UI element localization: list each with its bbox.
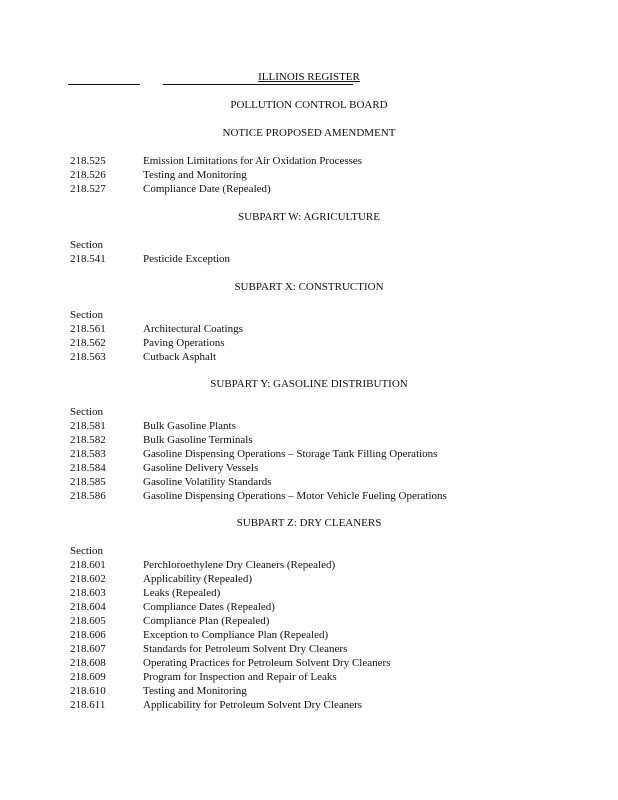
section-number: 218.561 <box>70 323 106 335</box>
section-title: Applicability for Petroleum Solvent Dry Cleaners <box>143 699 363 711</box>
list-item <box>70 252 590 266</box>
section-title: Gasoline Dispensing Operations – Motor Vehicle Fueling Operations <box>143 490 447 502</box>
section-number: 218.586 <box>70 490 106 502</box>
subpart-x-heading: SUBPART X: CONSTRUCTION <box>234 281 384 293</box>
section-title: Program for Inspection and Repair of Leaks <box>143 671 337 683</box>
list-item <box>70 489 590 503</box>
section-title: Gasoline Dispensing Operations – Storage Tank Filling Operations <box>143 448 438 460</box>
section-label-text: Section <box>70 406 103 418</box>
list-item <box>70 586 590 600</box>
top-section-list <box>70 154 590 196</box>
section-number: 218.608 <box>70 657 106 669</box>
board-title: POLLUTION CONTROL BOARD <box>230 99 388 111</box>
section-number: 218.527 <box>70 183 106 195</box>
section-number: 218.601 <box>70 559 106 571</box>
list-item <box>70 447 590 461</box>
list-item <box>70 670 590 684</box>
list-item <box>70 322 590 336</box>
section-label <box>70 308 590 322</box>
section-label-text: Section <box>70 545 103 557</box>
list-item <box>70 336 590 350</box>
section-title: Compliance Date (Repealed) <box>143 183 271 195</box>
list-item <box>70 614 590 628</box>
list-item <box>70 642 590 656</box>
section-title: Architectural Coatings <box>143 323 243 335</box>
section-number: 218.525 <box>70 155 106 167</box>
section-title: Perchloroethylene Dry Cleaners (Repealed) <box>143 559 336 571</box>
subpart-x-list <box>70 308 590 364</box>
section-title: Exception to Compliance Plan (Repealed) <box>143 629 329 641</box>
section-label-text: Section <box>70 309 103 321</box>
list-item <box>70 419 590 433</box>
subpart-w-list <box>70 238 590 266</box>
section-title: Compliance Dates (Repealed) <box>143 601 275 613</box>
section-number: 218.603 <box>70 587 106 599</box>
section-title: Paving Operations <box>143 337 225 349</box>
section-number: 218.609 <box>70 671 106 683</box>
section-number: 218.607 <box>70 643 106 655</box>
subpart-y-list <box>70 405 590 503</box>
section-number: 218.585 <box>70 476 106 488</box>
section-label <box>70 544 590 558</box>
list-item <box>70 558 590 572</box>
section-number: 218.563 <box>70 351 106 363</box>
register-title: ILLINOIS REGISTER <box>258 71 360 83</box>
section-title: Standards for Petroleum Solvent Dry Cleaners <box>143 643 348 655</box>
section-number: 218.526 <box>70 169 106 181</box>
section-number: 218.605 <box>70 615 106 627</box>
section-number: 218.602 <box>70 573 106 585</box>
section-title: Compliance Plan (Repealed) <box>143 615 270 627</box>
section-title: Pesticide Exception <box>143 253 231 265</box>
section-label <box>70 405 590 419</box>
section-title: Bulk Gasoline Plants <box>143 420 236 432</box>
header-rule-right <box>163 84 353 85</box>
list-item <box>70 600 590 614</box>
section-title: Leaks (Repealed) <box>143 587 221 599</box>
subpart-z-list <box>70 544 590 712</box>
section-number: 218.581 <box>70 420 106 432</box>
list-item <box>70 350 590 364</box>
section-number: 218.562 <box>70 337 106 349</box>
section-title: Bulk Gasoline Terminals <box>143 434 253 446</box>
section-title: Operating Practices for Petroleum Solvent Dry Cleaners <box>143 657 391 669</box>
list-item <box>70 433 590 447</box>
section-label-text: Section <box>70 239 103 251</box>
list-item <box>70 182 590 196</box>
section-number: 218.541 <box>70 253 106 265</box>
section-number: 218.610 <box>70 685 106 697</box>
section-title: Emission Limitations for Air Oxidation Processes <box>143 155 363 167</box>
section-number: 218.611 <box>70 699 106 711</box>
list-item <box>70 628 590 642</box>
list-item <box>70 475 590 489</box>
list-item <box>70 572 590 586</box>
section-number: 218.583 <box>70 448 106 460</box>
header-rule-left <box>68 84 140 85</box>
list-item <box>70 154 590 168</box>
section-number: 218.604 <box>70 601 106 613</box>
section-number: 218.606 <box>70 629 106 641</box>
list-item <box>70 656 590 670</box>
list-item <box>70 698 590 712</box>
list-item <box>70 461 590 475</box>
list-item <box>70 168 590 182</box>
list-item <box>70 684 590 698</box>
subpart-y-heading: SUBPART Y: GASOLINE DISTRIBUTION <box>210 378 408 390</box>
section-number: 218.582 <box>70 434 106 446</box>
section-title: Gasoline Volatility Standards <box>143 476 272 488</box>
section-title: Testing and Monitoring <box>143 169 247 181</box>
section-title: Gasoline Delivery Vessels <box>143 462 259 474</box>
section-title: Cutback Asphalt <box>143 351 217 363</box>
notice-title: NOTICE PROPOSED AMENDMENT <box>222 127 396 139</box>
subpart-w-heading: SUBPART W: AGRICULTURE <box>238 211 380 223</box>
section-title: Testing and Monitoring <box>143 685 247 697</box>
section-label <box>70 238 590 252</box>
section-title: Applicability (Repealed) <box>143 573 253 585</box>
subpart-z-heading: SUBPART Z: DRY CLEANERS <box>236 517 382 529</box>
section-number: 218.584 <box>70 462 106 474</box>
